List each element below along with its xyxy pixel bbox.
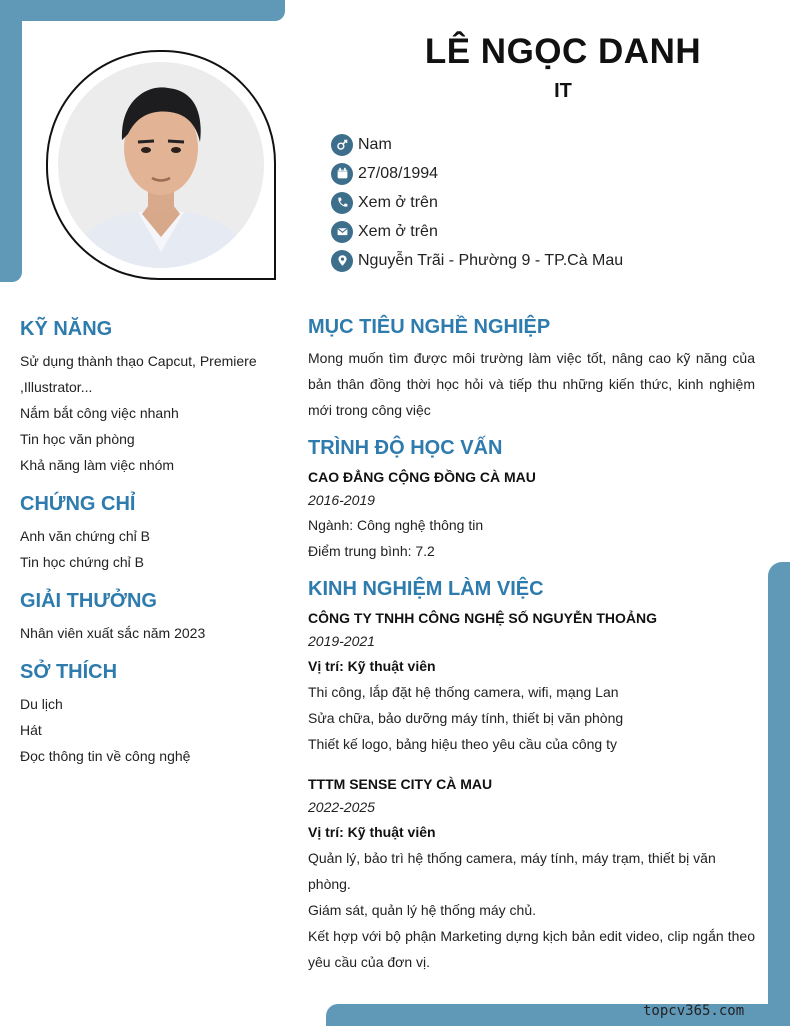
email-icon xyxy=(331,221,353,243)
profile-photo-frame xyxy=(46,50,276,280)
certificates-section xyxy=(20,493,285,575)
education-section xyxy=(308,437,755,564)
experience-heading: KINH NGHIỆM LÀM VIỆC xyxy=(308,578,544,600)
candidate-role: IT xyxy=(554,80,572,102)
job-company: TTTM SENSE CITY CÀ MAU xyxy=(308,776,493,792)
certificate-item: Tin học chứng chỉ B xyxy=(20,554,145,570)
skill-item: Khả năng làm việc nhóm xyxy=(20,457,175,473)
education-major: Ngành: Công nghệ thông tin xyxy=(308,517,484,533)
phone-icon xyxy=(331,192,353,214)
calendar-icon xyxy=(331,163,353,185)
gender-icon xyxy=(331,134,353,156)
hobbies-heading: SỞ THÍCH xyxy=(20,661,118,683)
job-duty: Kết hợp với bộ phận Marketing dựng kịch bản edit video, clip ngắn theo yêu cầu của đơn vị. xyxy=(308,928,755,970)
skills-section xyxy=(20,318,285,478)
certificates-heading: CHỨNG CHỈ xyxy=(20,493,136,515)
contact-birthday xyxy=(331,159,623,188)
contact-gender-text: Nam xyxy=(358,135,392,153)
skill-item: ,Illustrator... xyxy=(20,379,93,395)
award-item: Nhân viên xuất sắc năm 2023 xyxy=(20,625,206,641)
awards-heading: GIẢI THƯỞNG xyxy=(20,590,157,612)
awards-section xyxy=(20,590,285,646)
contact-phone xyxy=(331,188,623,217)
job-position: Vị trí: Kỹ thuật viên xyxy=(308,824,436,840)
objective-text: Mong muốn tìm được môi trường làm việc tốt, nâng cao kỹ năng của bản thân đồng thời học hỏi và tiếp thu những kiến thức, kinh nghiệm mới trong công việc xyxy=(308,350,755,418)
hobby-item: Du lịch xyxy=(20,696,63,712)
candidate-name: LÊ NGỌC DANH xyxy=(424,32,702,71)
job-period: 2022-2025 xyxy=(308,799,375,815)
contact-birthday-text: 27/08/1994 xyxy=(358,164,439,182)
contact-info xyxy=(331,130,623,275)
skills-heading: KỸ NĂNG xyxy=(20,318,113,340)
job-duty: Quản lý, bảo trì hệ thống camera, máy tính, máy trạm, thiết bị văn phòng. xyxy=(308,850,716,892)
contact-address xyxy=(331,246,623,275)
contact-email-text: Xem ở trên xyxy=(358,222,438,240)
job-duty: Thiết kế logo, bảng hiệu theo yêu cầu của công ty xyxy=(308,736,617,752)
job-duty: Sửa chữa, bảo dưỡng máy tính, thiết bị văn phòng xyxy=(308,710,624,726)
contact-address-text: Nguyễn Trãi - Phường 9 - TP.Cà Mau xyxy=(358,251,624,269)
school-name: CAO ĐẲNG CỘNG ĐỒNG CÀ MAU xyxy=(308,469,536,485)
decor-bar-top xyxy=(0,0,285,21)
job-period: 2019-2021 xyxy=(308,633,375,649)
contact-phone-text: Xem ở trên xyxy=(358,193,438,211)
job-entry xyxy=(308,773,755,975)
location-icon xyxy=(331,250,353,272)
skill-item: Nắm bắt công việc nhanh xyxy=(20,405,179,421)
hobby-item: Đọc thông tin về công nghệ xyxy=(20,748,191,764)
right-column xyxy=(308,316,755,991)
left-column xyxy=(20,318,285,784)
skill-item: Tin học văn phòng xyxy=(20,431,135,447)
education-period: 2016-2019 xyxy=(308,492,375,508)
objective-heading: MỤC TIÊU NGHỀ NGHIỆP xyxy=(308,316,551,338)
decor-bar-left xyxy=(0,0,22,282)
contact-gender xyxy=(331,130,623,159)
objective-section xyxy=(308,316,755,423)
job-company: CÔNG TY TNHH CÔNG NGHỆ SỐ NGUYỄN THOẢNG xyxy=(308,610,657,626)
hobby-item: Hát xyxy=(20,722,42,738)
decor-bar-right xyxy=(768,562,790,1026)
contact-email xyxy=(331,217,623,246)
education-gpa: Điểm trung bình: 7.2 xyxy=(308,543,435,559)
profile-photo xyxy=(58,62,264,268)
education-heading: TRÌNH ĐỘ HỌC VẤN xyxy=(308,437,503,459)
job-entry xyxy=(308,607,755,757)
skill-item: Sử dụng thành thạo Capcut, Premiere xyxy=(20,353,257,369)
job-position: Vị trí: Kỹ thuật viên xyxy=(308,658,436,674)
certificate-item: Anh văn chứng chỉ B xyxy=(20,528,151,544)
job-duty: Thi công, lắp đặt hệ thống camera, wifi, mạng Lan xyxy=(308,684,619,700)
watermark: topcv365.com xyxy=(643,1003,745,1019)
hobbies-section xyxy=(20,661,285,769)
job-duty: Giám sát, quản lý hệ thống máy chủ. xyxy=(308,902,537,918)
experience-section xyxy=(308,578,755,975)
